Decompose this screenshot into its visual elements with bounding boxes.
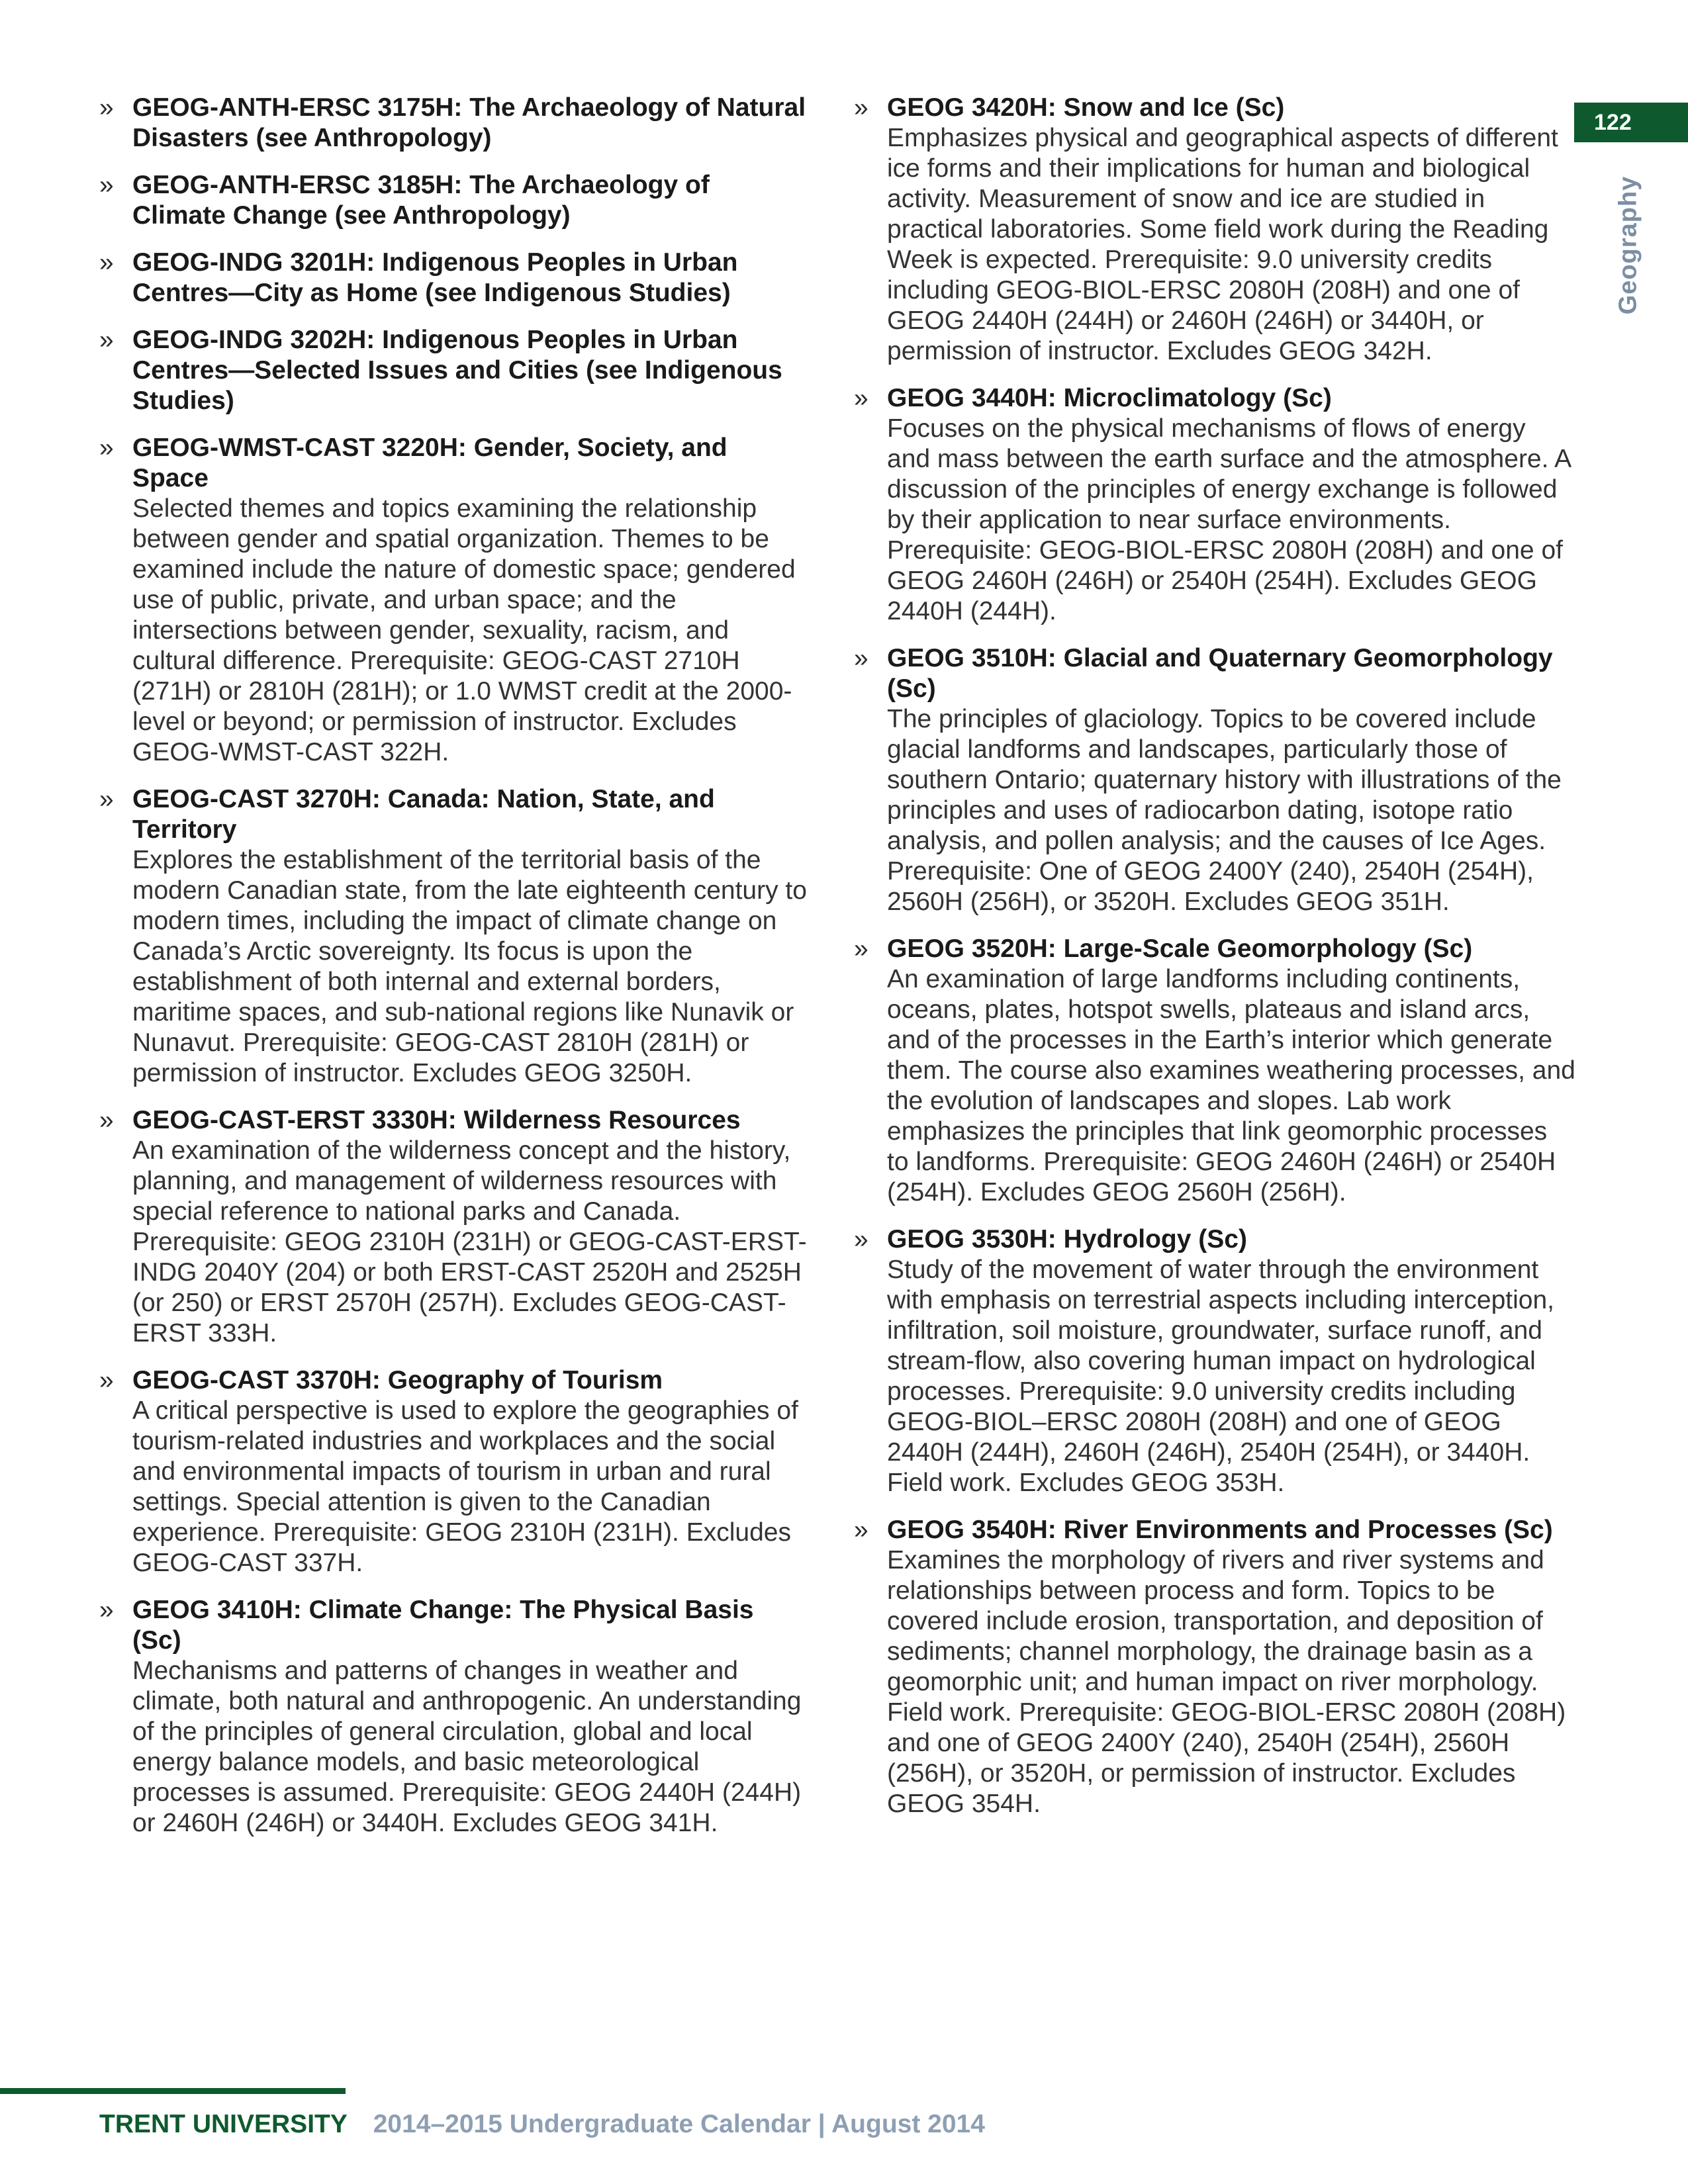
course-description: Selected themes and topics examining the relationship between gender and spatial organization. Themes to be examined include the nature of domestic space; gendered use of public, private, and urban space; and the intersections between gender, sexuality, racism, and cultural difference. Prerequisite: GEOG-CAST 2710H (271H) or 2810H (281H); or 1.0 WMST credit at the 2000-level or beyond; or permission of instructor. Excludes GEOG-WMST-CAST 322H. (132, 494, 796, 766)
course-description: A critical perspective is used to explore the geographies of tourism-related industries and workplaces and the social and environmental impacts of tourism in urban and rural settings. Special attention is given to the Canadian experience. Prerequisite: GEOG 2310H (231H). Excludes GEOG-CAST 337H. (132, 1396, 798, 1577)
course-entry (99, 1105, 808, 1349)
course-title: GEOG 3510H: Glacial and Quaternary Geomorphology (Sc) (887, 644, 1553, 703)
course-entry (99, 1365, 808, 1578)
course-title: GEOG 3530H: Hydrology (Sc) (887, 1225, 1247, 1253)
course-description: Study of the movement of water through the environment with emphasis on terrestrial aspects including interception, infiltration, soil moisture, groundwater, surface runoff, and stream-flow, also covering human impact on hydrological processes. Prerequisite: 9.0 university credits including GEOG-BIOL–ERSC 2080H (208H) and one of GEOG 2440H (244H), 2460H (246H), 2540H (254H), or 3440H. Field work. Excludes GEOG 353H. (887, 1255, 1555, 1497)
course-entry (99, 170, 808, 231)
footer (99, 2110, 985, 2139)
course-description: An examination of large landforms including continents, oceans, plates, hotspot swells, plateaus and island arcs, and of the processes in the Earth’s interior which generate them. The course also examines weathering processes, and the evolution of landscapes and slopes. Lab work emphasizes the principles that link geomorphic processes to landforms. Prerequisite: GEOG 2460H (246H) or 2540H (254H). Excludes GEOG 2560H (256H). (887, 965, 1575, 1206)
bullet-icon: » (99, 248, 114, 277)
course-title: GEOG-INDG 3201H: Indigenous Peoples in Urban Centres—City as Home (see Indigenous Studies) (132, 248, 738, 307)
course-description: Mechanisms and patterns of changes in weather and climate, both natural and anthropogenic. An understanding of the principles of general circulation, global and local energy balance models, and basic meteorological processes is assumed. Prerequisite: GEOG 2440H (244H) or 2460H (246H) or 3440H. Excludes GEOG 341H. (132, 1657, 802, 1837)
course-entry (99, 93, 808, 154)
bullet-icon: » (99, 171, 114, 199)
course-title: GEOG 3440H: Microclimatology (Sc) (887, 384, 1332, 412)
bullet-icon: » (854, 93, 868, 122)
course-description: Explores the establishment of the territorial basis of the modern Canadian state, from the late eighteenth century to modern times, including the impact of climate change on Canada’s Arctic sovereignty. Its focus is upon the establishment of both internal and external borders, maritime spaces, and sub-national regions like Nunavik or Nunavut. Prerequisite: GEOG-CAST 2810H (281H) or permission of instructor. Excludes GEOG 3250H. (132, 846, 807, 1087)
course-entry (854, 934, 1575, 1208)
bullet-icon: » (854, 384, 868, 412)
bullet-icon: » (99, 93, 114, 122)
course-title: GEOG-CAST 3270H: Canada: Nation, State, and Territory (132, 785, 715, 844)
course-title: GEOG-CAST-ERST 3330H: Wilderness Resources (132, 1106, 741, 1134)
course-entry (854, 383, 1575, 627)
bullet-icon: » (854, 644, 868, 672)
course-entry (854, 93, 1575, 367)
course-description: An examination of the wilderness concept and the history, planning, and management of wilderness resources with special reference to national parks and Canada. Prerequisite: GEOG 2310H (231H) or GEOG-CAST-ERST-INDG 2040Y (204) or both ERST-CAST 2520H and 2525H (or 250) or ERST 2570H (257H). Excludes GEOG-CAST-ERST 333H. (132, 1136, 807, 1347)
course-title: GEOG-ANTH-ERSC 3185H: The Archaeology of Climate Change (see Anthropology) (132, 171, 710, 230)
course-title: GEOG 3520H: Large-Scale Geomorphology (Sc) (887, 934, 1473, 963)
bullet-icon: » (854, 934, 868, 963)
bullet-icon: » (99, 1596, 114, 1624)
course-title: GEOG-INDG 3202H: Indigenous Peoples in Urban Centres—Selected Issues and Cities (see Indigenous Studies) (132, 326, 782, 415)
course-title: GEOG 3420H: Snow and Ice (Sc) (887, 93, 1285, 122)
course-entry (99, 784, 808, 1089)
course-title: GEOG 3540H: River Environments and Processes (Sc) (887, 1516, 1553, 1544)
course-description: Focuses on the physical mechanisms of flows of energy and mass between the earth surface and the atmosphere. A discussion of the principles of energy exchange is followed by their application to near surface environments. Prerequisite: GEOG-BIOL-ERSC 2080H (208H) and one of GEOG 2460H (246H) or 2540H (254H). Excludes GEOG 2440H (244H). (887, 414, 1570, 625)
bullet-icon: » (854, 1516, 868, 1544)
course-entry (854, 1224, 1575, 1498)
course-entry (99, 1595, 808, 1839)
bullet-icon: » (99, 326, 114, 354)
course-description: The principles of glaciology. Topics to be covered include glacial landforms and landscapes, particularly those of southern Ontario; quaternary history with illustrations of the principles and uses of radiocarbon dating, isotope ratio analysis, and pollen analysis; and the causes of Ice Ages. Prerequisite: One of GEOG 2400Y (240), 2540H (254H), 2560H (256H), or 3520H. Excludes GEOG 351H. (887, 705, 1562, 916)
bullet-icon: » (99, 1106, 114, 1134)
footer-university: TRENT UNIVERSITY (99, 2110, 348, 2138)
bullet-icon: » (99, 1366, 114, 1394)
footer-calendar: 2014–2015 Undergraduate Calendar | August 2014 (373, 2110, 985, 2138)
left-column (99, 93, 808, 1855)
course-entry (99, 248, 808, 308)
course-entry (854, 1515, 1575, 1819)
section-label (1609, 165, 1648, 324)
course-title: GEOG-WMST-CAST 3220H: Gender, Society, and Space (132, 433, 727, 492)
course-title: GEOG-ANTH-ERSC 3175H: The Archaeology of Natural Disasters (see Anthropology) (132, 93, 806, 152)
section-label-text: Geography (1614, 175, 1642, 314)
footer-rule (0, 2088, 346, 2094)
course-title: GEOG 3410H: Climate Change: The Physical Basis (Sc) (132, 1596, 754, 1655)
course-entry (99, 325, 808, 416)
page-number: 122 (1574, 103, 1688, 142)
bullet-icon: » (854, 1225, 868, 1253)
course-entry (854, 643, 1575, 917)
course-description: Examines the morphology of rivers and river systems and relationships between process and form. Topics to be covered include erosion, transportation, and deposition of sediments; channel morphology, the drainage basin as a geomorphic unit; and human impact on river morphology. Field work. Prerequisite: GEOG-BIOL-ERSC 2080H (208H) and one of GEOG 2400Y (240), 2540H (254H), 2560H (256H), or 3520H, or permission of instructor. Excludes GEOG 354H. (887, 1546, 1566, 1818)
course-entry (99, 433, 808, 768)
bullet-icon: » (99, 433, 114, 462)
course-description: Emphasizes physical and geographical aspects of different ice forms and their implications for human and biological activity. Measurement of snow and ice are studied in practical laboratories. Some field work during the Reading Week is expected. Prerequisite: 9.0 university credits including GEOG-BIOL-ERSC 2080H (208H) and one of GEOG 2440H (244H) or 2460H (246H) or 3440H, or permission of instructor. Excludes GEOG 342H. (887, 124, 1558, 365)
right-column (854, 93, 1575, 1836)
course-title: GEOG-CAST 3370H: Geography of Tourism (132, 1366, 663, 1394)
bullet-icon: » (99, 785, 114, 813)
